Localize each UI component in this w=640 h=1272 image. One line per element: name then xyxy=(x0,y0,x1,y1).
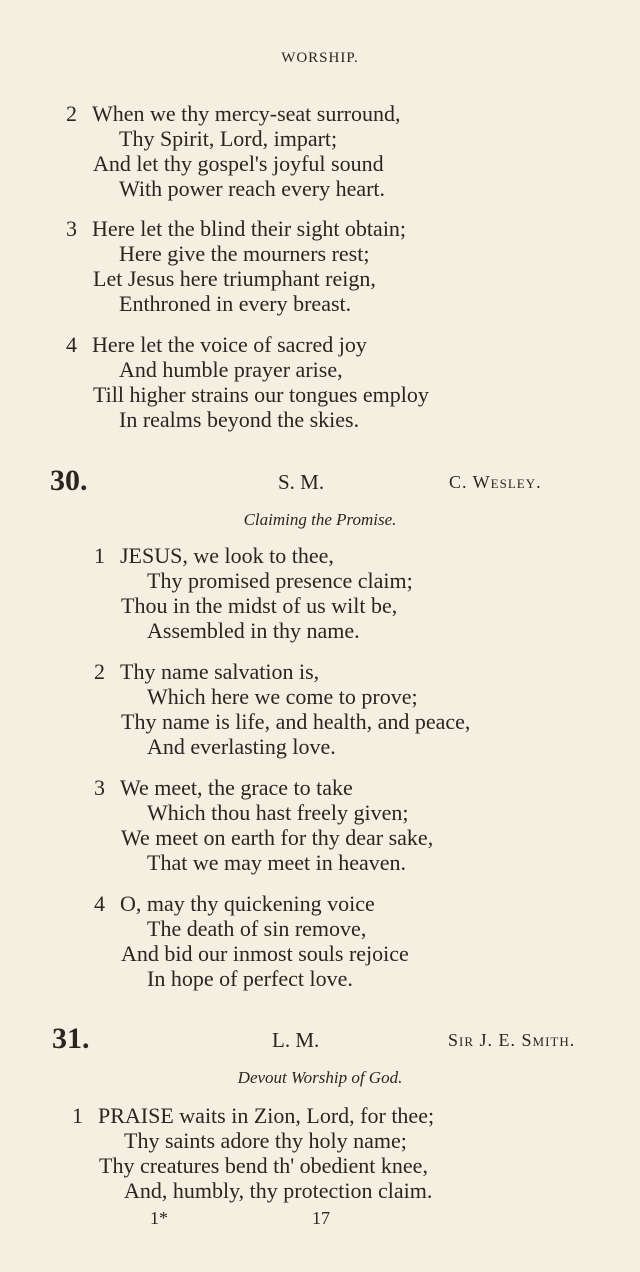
verse-line: Which thou hast freely given; xyxy=(147,800,409,825)
page-number: 17 xyxy=(312,1208,330,1228)
verse-line: Thy promised presence claim; xyxy=(147,568,413,593)
verse-number: 3 xyxy=(94,775,105,800)
verse-line: Here let the voice of sacred joy xyxy=(92,332,367,357)
verse-line: JESUS, we look to thee, xyxy=(120,543,334,568)
verse-line: In hope of perfect love. xyxy=(147,966,353,991)
hymn-subtitle: Devout Worship of God. xyxy=(237,1068,403,1087)
verse-line: And let thy gospel's joyful sound xyxy=(93,151,384,176)
verse-line: In realms beyond the skies. xyxy=(119,407,360,432)
verse-line: Thy Spirit, Lord, impart; xyxy=(119,126,338,151)
verse-line: Let Jesus here triumphant reign, xyxy=(93,266,376,291)
verse-line: Thy saints adore thy holy name; xyxy=(124,1128,407,1153)
verse-line: We meet, the grace to take xyxy=(120,775,353,800)
verse-number: 2 xyxy=(94,659,105,684)
verse-line: Thy creatures bend th' obedient knee, xyxy=(99,1153,428,1178)
hymn-number: 31. xyxy=(52,1022,90,1055)
verse-line: The death of sin remove, xyxy=(147,916,367,941)
verse-line: Which here we come to prove; xyxy=(147,684,418,709)
hymn-subtitle: Claiming the Promise. xyxy=(243,510,397,529)
verse-number: 4 xyxy=(94,891,105,916)
verse-line: Enthroned in every breast. xyxy=(119,291,352,316)
verse-line: That we may meet in heaven. xyxy=(147,850,407,875)
verse-line: Thy name is life, and health, and peace, xyxy=(121,709,471,734)
verse-line: We meet on earth for thy dear sake, xyxy=(121,825,434,850)
verse-line: And humble prayer arise, xyxy=(119,357,343,382)
verse-number: 2 xyxy=(66,101,77,126)
verse-line: Assembled in thy name. xyxy=(147,618,360,643)
hymn-heading xyxy=(0,1022,640,1062)
verse-line: And, humbly, thy protection claim. xyxy=(124,1178,433,1203)
verse-number: 3 xyxy=(66,216,77,241)
verse-line: Here give the mourners rest; xyxy=(119,241,370,266)
hymn-heading xyxy=(0,464,640,504)
running-head: WORSHIP. xyxy=(281,50,359,66)
hymn-author: Sir J. E. Smith. xyxy=(448,1030,576,1050)
verse-line: And everlasting love. xyxy=(147,734,336,759)
verse-line: Till higher strains our tongues employ xyxy=(93,382,429,407)
verse-number: 1 xyxy=(94,543,105,568)
verse-line: Thou in the midst of us wilt be, xyxy=(121,593,398,618)
hymn-meter: L. M. xyxy=(272,1028,320,1052)
signature-mark: 1* xyxy=(150,1208,168,1228)
hymn-author: C. Wesley. xyxy=(449,472,542,492)
hymn-meter: S. M. xyxy=(278,470,325,494)
verse-line: And bid our inmost souls rejoice xyxy=(121,941,409,966)
verse-line: With power reach every heart. xyxy=(119,176,386,201)
verse-number: 1 xyxy=(72,1103,83,1128)
verse-line: O, may thy quickening voice xyxy=(120,891,375,916)
verse-line: Thy name salvation is, xyxy=(120,659,320,684)
verse-line: Here let the blind their sight obtain; xyxy=(92,216,407,241)
hymn-number: 30. xyxy=(50,464,88,497)
verse-line: PRAISE waits in Zion, Lord, for thee; xyxy=(98,1103,435,1128)
verse-line: When we thy mercy-seat surround, xyxy=(92,101,401,126)
verse-number: 4 xyxy=(66,332,77,357)
